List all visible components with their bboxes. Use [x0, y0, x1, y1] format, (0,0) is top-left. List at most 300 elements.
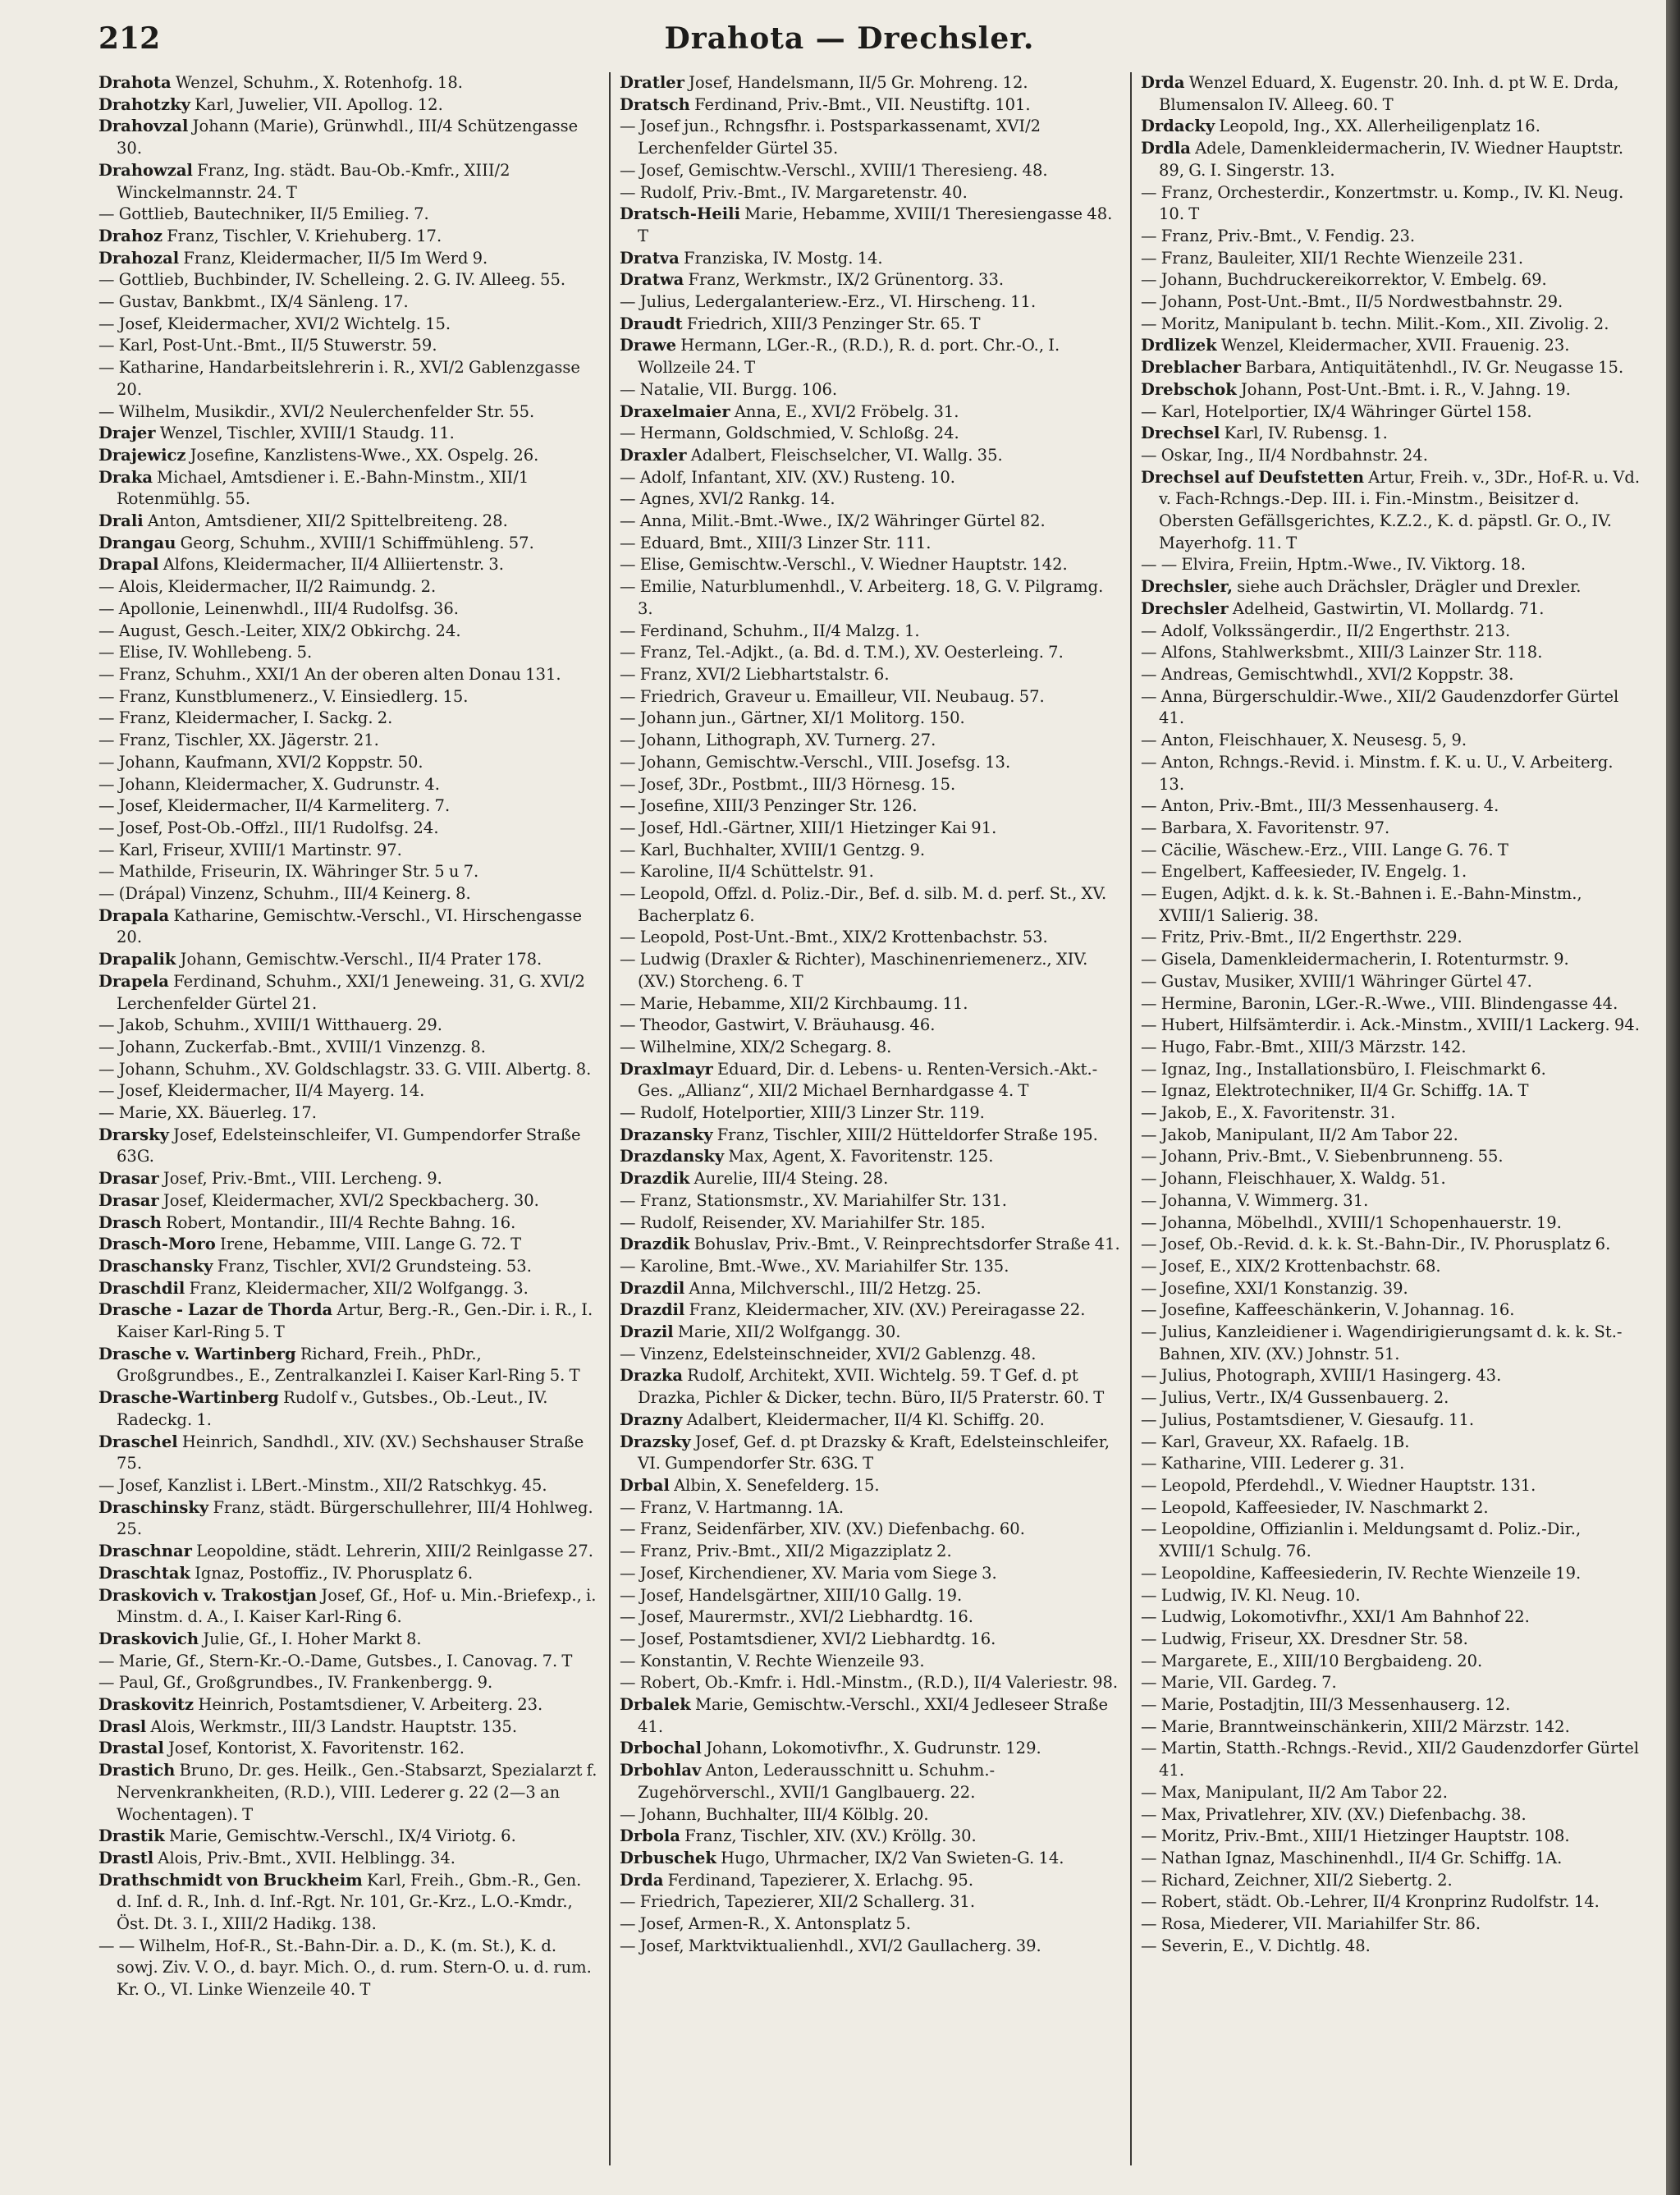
- directory-entry: [1141, 752, 1641, 795]
- entry-details: — Martin, Statth.-Rchngs.-Revid., XII/2 Gaudenzdorfer Gürtel 41.: [1141, 1739, 1640, 1780]
- entry-details: — Anna, Milit.-Bmt.-Wwe., IX/2 Währinger Gürtel 82.: [620, 511, 1046, 531]
- entry-details: — Marie, XX. Bäuerleg. 17.: [98, 1103, 317, 1123]
- entry-details: — Alfons, Stahlwerksbmt., XIII/3 Lainzer Str. 118.: [1141, 643, 1543, 662]
- entry-surname: Draschel: [98, 1432, 178, 1451]
- entry-details: — Nathan Ignaz, Maschinenhdl., II/4 Gr. Schiffg. 1A.: [1141, 1848, 1563, 1867]
- directory-entry: [98, 905, 599, 949]
- directory-entry: [620, 1146, 1120, 1168]
- directory-entry: [620, 708, 1120, 730]
- entry-details: — Johann, Post-Unt.-Bmt., II/5 Nordwestbahnstr. 29.: [1141, 292, 1563, 312]
- entry-details: Bruno, Dr. ges. Heilk., Gen.-Stabsarzt, Spezialarzt f. Nervenkrankheiten, (R.D.), VIII. Lederer g. 22 (2—3 an Wochentagen). T: [117, 1761, 597, 1824]
- entry-details: Richard, Freih., PhDr., Großgrundbes., E., Zentralkanzlei I. Kaiser Karl-Ring 5. T: [117, 1344, 580, 1386]
- entry-details: Anton, Lederausschnitt u. Schuhm.-Zugehörverschl., XVII/1 Ganglbauerg. 22.: [638, 1761, 996, 1802]
- entry-surname: Dreblacher: [1141, 358, 1241, 378]
- directory-entry: [620, 1563, 1120, 1585]
- directory-entry: [620, 1694, 1120, 1738]
- entry-surname: Dratsch-Heili: [620, 204, 741, 224]
- entry-details: — Julius, Ledergalanteriew.-Erz., VI. Hirscheng. 11.: [620, 292, 1037, 312]
- directory-entry: [1141, 1212, 1641, 1235]
- directory-entry: [1141, 1102, 1641, 1125]
- entry-details: — Josef, Handelsgärtner, XIII/10 Gallg. 19.: [620, 1585, 963, 1605]
- entry-details: — Rosa, Miederer, VII. Mariahilfer Str. 86.: [1141, 1914, 1481, 1934]
- entry-surname: Drbochal: [620, 1739, 702, 1758]
- directory-entry: [1141, 1629, 1641, 1651]
- entry-details: Irene, Hebamme, VIII. Lange G. 72. T: [220, 1235, 522, 1254]
- directory-entry: [620, 1168, 1120, 1190]
- directory-entry: [620, 182, 1120, 204]
- directory-entry: [98, 1672, 599, 1694]
- entry-surname: Drdla: [1141, 139, 1191, 158]
- entry-details: — Gottlieb, Buchbinder, IV. Schelleing. 2. G. IV. Alleeg. 55.: [98, 270, 566, 290]
- entry-details: Hugo, Uhrmacher, IX/2 Van Swieten-G. 14.: [721, 1848, 1064, 1867]
- entry-details: — Karl, Hotelportier, IX/4 Währinger Gürtel 158.: [1141, 401, 1532, 421]
- directory-entry: [98, 1848, 599, 1870]
- entry-details: Josef, Handelsmann, II/5 Gr. Mohreng. 12.: [689, 73, 1028, 92]
- entry-surname: Drda: [620, 1870, 664, 1890]
- entry-details: Julie, Gf., I. Hoher Markt 8.: [203, 1629, 422, 1648]
- directory-entry: [98, 730, 599, 752]
- entry-surname: Dratwa: [620, 270, 684, 290]
- directory-entry: [620, 467, 1120, 489]
- entry-details: Wenzel, Kleidermacher, XVII. Frauenig. 23.: [1220, 336, 1570, 355]
- entry-details: — Josefine, XIII/3 Penzinger Str. 126.: [620, 796, 918, 816]
- entry-details: Franz, Tischler, XIV. (XV.) Kröllg. 30.: [684, 1826, 977, 1846]
- entry-details: Ignaz, Postoffiz., IV. Phorusplatz 6.: [195, 1563, 474, 1583]
- directory-entry: [98, 1037, 599, 1059]
- entry-details: Adelheid, Gastwirtin, VI. Mollardg. 71.: [1232, 598, 1545, 618]
- directory-entry: [98, 1936, 599, 2001]
- entry-surname: Drazsky: [620, 1432, 691, 1451]
- entry-details: — Anton, Fleischhauer, X. Neusesg. 5, 9.: [1141, 731, 1467, 750]
- directory-entry: [98, 949, 599, 971]
- entry-details: — Gottlieb, Bautechniker, II/5 Emilieg. 7.: [98, 204, 429, 224]
- entry-details: — Franz, Priv.-Bmt., XII/2 Migazziplatz 2.: [620, 1542, 952, 1561]
- entry-details: Leopold, Ing., XX. Allerheiligenplatz 16.: [1219, 117, 1540, 136]
- directory-entry: [1141, 269, 1641, 291]
- entry-details: Franziska, IV. Mostg. 14.: [684, 248, 883, 268]
- entry-details: — Johann, Zuckerfab.-Bmt., XVIII/1 Vinzenzg. 8.: [98, 1037, 486, 1056]
- entry-details: Aurelie, III/4 Steing. 28.: [694, 1169, 889, 1189]
- directory-entry: [620, 1125, 1120, 1147]
- entry-surname: Draxler: [620, 445, 687, 465]
- entry-surname: Drazansky: [620, 1125, 713, 1144]
- entry-details: — Elise, Gemischtw.-Verschl., V. Wiedner Hauptstr. 142.: [620, 555, 1068, 575]
- entry-details: Alois, Priv.-Bmt., XVII. Helblingg. 34.: [158, 1848, 455, 1867]
- entry-details: Johann, Post-Unt.-Bmt. i. R., V. Jahng. 19.: [1240, 379, 1571, 399]
- directory-entry: [620, 664, 1120, 686]
- entry-details: — Natalie, VII. Burgg. 106.: [620, 379, 838, 399]
- entry-surname: Draschnar: [98, 1542, 192, 1561]
- directory-entry: [1141, 1256, 1641, 1278]
- entry-surname: Drazdik: [620, 1235, 690, 1254]
- entry-details: — Josef, 3Dr., Postbmt., III/3 Hörnesg. 15.: [620, 774, 956, 794]
- entry-details: Anton, Amtsdiener, XII/2 Spittelbreiteng. 28.: [147, 511, 508, 531]
- directory-entry: [1141, 949, 1641, 971]
- directory-entry: [1141, 1672, 1641, 1694]
- directory-entry: [620, 1409, 1120, 1432]
- entry-details: Johann, Gemischtw.-Verschl., II/4 Prater 178.: [180, 950, 542, 969]
- entry-details: Katharine, Gemischtw.-Verschl., VI. Hirschengasse 20.: [117, 905, 582, 947]
- directory-entry: [620, 204, 1120, 247]
- entry-details: Josef, Edelsteinschleifer, VI. Gumpendorfer Straße 63G.: [117, 1125, 581, 1166]
- entry-details: — Jakob, E., X. Favoritenstr. 31.: [1141, 1103, 1396, 1123]
- directory-entry: [1141, 1409, 1641, 1432]
- entry-details: — Adolf, Infantant, XIV. (XV.) Rusteng. 10.: [620, 467, 955, 487]
- entry-details: — Max, Manipulant, II/2 Am Tabor 22.: [1141, 1782, 1448, 1802]
- entry-surname: Drawe: [620, 336, 677, 355]
- entry-details: — Franz, XVI/2 Liebhartstalstr. 6.: [620, 664, 890, 684]
- entry-surname: Dratler: [620, 73, 684, 92]
- entry-details: Franz, Tischler, XIII/2 Hütteldorfer Straße 195.: [716, 1125, 1098, 1144]
- entry-details: Artur, Freih. v., 3Dr., Hof-R. u. Vd. v. Fach-Rchngs.-Dep. III. i. Fin.-Minstm., Beisitzer d. Obersten Gefällsgerichtes, K.Z.2., K. d. päpstl. Gr. O., IV. Mayerhofg. 11. T: [1159, 467, 1641, 552]
- directory-entry: [620, 883, 1120, 927]
- directory-entry: [1141, 1936, 1641, 1958]
- entry-details: Michael, Amtsdiener i. E.-Bahn-Minstm., XII/1 Rotenmühlg. 55.: [117, 467, 529, 509]
- directory-entry: [620, 949, 1120, 992]
- entry-details: — Rudolf, Reisender, XV. Mariahilfer Str. 185.: [620, 1212, 986, 1232]
- directory-entry: [1141, 1475, 1641, 1497]
- entry-details: — Josef, Kirchendiener, XV. Maria vom Siege 3.: [620, 1563, 997, 1583]
- directory-entry: [620, 72, 1120, 94]
- directory-entry: [98, 1716, 599, 1739]
- entry-details: — Elise, IV. Wohllebeng. 5.: [98, 643, 313, 662]
- directory-entry: [1141, 1037, 1641, 1059]
- entry-details: — Julius, Kanzleidiener i. Wagendirigierungsamt d. k. k. St.-Bahnen, XIV. (XV.) Johnstr. 51.: [1141, 1322, 1623, 1363]
- entry-details: — Agnes, XVI/2 Rankg. 14.: [620, 489, 835, 509]
- entry-surname: Drapalik: [98, 950, 176, 969]
- entry-details: — Johann, Gemischtw.-Verschl., VIII. Josefsg. 13.: [620, 752, 1011, 772]
- directory-entry: [1141, 1826, 1641, 1848]
- entry-details: — Josef, Post-Ob.-Offzl., III/1 Rudolfsg. 24.: [98, 818, 439, 837]
- entry-details: — Marie, Postadjtin, III/3 Messenhauserg. 12.: [1141, 1695, 1511, 1715]
- directory-entry: [1141, 576, 1641, 598]
- directory-entry: [1141, 1190, 1641, 1212]
- directory-entry: [98, 204, 599, 226]
- directory-entry: [1141, 1234, 1641, 1256]
- directory-entry: [1141, 1059, 1641, 1081]
- entry-details: — Robert, städt. Ob.-Lehrer, II/4 Kronprinz Rudolfstr. 14.: [1141, 1892, 1600, 1912]
- directory-entry: [1141, 1563, 1641, 1585]
- directory-entry: [98, 314, 599, 336]
- entry-details: Ferdinand, Schuhm., XXI/1 Jeneweing. 31, G. XVI/2 Lerchenfelder Gürtel 21.: [117, 971, 585, 1013]
- entry-details: — Julius, Vertr., IX/4 Gussenbauerg. 2.: [1141, 1388, 1449, 1408]
- directory-entry: [620, 116, 1120, 159]
- entry-details: Heinrich, Sandhdl., XIV. (XV.) Sechshauser Straße 75.: [117, 1432, 584, 1473]
- directory-entry: [98, 357, 599, 401]
- directory-entry: [1141, 883, 1641, 927]
- directory-entry: [98, 445, 599, 467]
- entry-surname: Draskovich: [98, 1629, 199, 1648]
- entry-details: — Johann, Fleischhauer, X. Waldg. 51.: [1141, 1169, 1446, 1189]
- entry-details: — Josefine, Kaffeeschänkerin, V. Johannag. 16.: [1141, 1300, 1515, 1320]
- directory-entry: [620, 379, 1120, 401]
- entry-details: — Severin, E., V. Dichtlg. 48.: [1141, 1936, 1371, 1955]
- directory-entry: [620, 730, 1120, 752]
- entry-details: — Gustav, Bankbmt., IX/4 Sänleng. 17.: [98, 292, 409, 312]
- running-head: Drahota — Drechsler.: [664, 21, 1035, 56]
- entry-surname: Drbohlav: [620, 1761, 702, 1780]
- directory-entry: [98, 467, 599, 511]
- directory-entry: [1141, 598, 1641, 621]
- directory-entry: [620, 1365, 1120, 1409]
- directory-entry: [1141, 423, 1641, 445]
- entry-details: — Marie, Hebamme, XII/2 Kirchbaumg. 11.: [620, 993, 968, 1013]
- directory-entry: [98, 576, 599, 598]
- entry-details: Adele, Damenkleidermacherin, IV. Wiedner Hauptstr. 89, G. I. Singerstr. 13.: [1159, 139, 1624, 180]
- entry-details: — Josef, Armen-R., X. Antonsplatz 5.: [620, 1914, 911, 1934]
- directory-entry: [1141, 1891, 1641, 1913]
- entry-details: — Josef, Kanzlist i. LBert.-Minstm., XII/2 Ratschkyg. 45.: [98, 1476, 547, 1495]
- directory-entry: [1141, 1453, 1641, 1475]
- directory-entry: [98, 664, 599, 686]
- entry-details: — Ignaz, Ing., Installationsbüro, I. Fleischmarkt 6.: [1141, 1059, 1546, 1079]
- entry-surname: Drda: [1141, 73, 1185, 92]
- directory-entry: [98, 1694, 599, 1716]
- directory-entry: [98, 1563, 599, 1585]
- entry-surname: Drasch: [98, 1212, 162, 1232]
- directory-entry: [620, 488, 1120, 511]
- directory-entry: [98, 1168, 599, 1190]
- entry-details: Anna, E., XVI/2 Fröbelg. 31.: [734, 401, 959, 421]
- entry-details: — Julius, Postamtsdiener, V. Giesaufg. 11.: [1141, 1409, 1475, 1429]
- entry-details: — Katharine, Handarbeitslehrerin i. R., XVI/2 Gablenzgasse 20.: [98, 358, 580, 399]
- entry-details: Franz, städt. Bürgerschullehrer, III/4 Hohlweg. 25.: [117, 1497, 593, 1539]
- directory-entry: [620, 1826, 1120, 1848]
- entry-surname: Drapala: [98, 905, 170, 925]
- entry-details: — Vinzenz, Edelsteinschneider, XVI/2 Gablenzg. 48.: [620, 1344, 1037, 1363]
- directory-entry: [1141, 686, 1641, 730]
- entry-details: Ferdinand, Priv.-Bmt., VII. Neustiftg. 101.: [694, 94, 1031, 114]
- entry-details: — Marie, VII. Gardeg. 7.: [1141, 1673, 1337, 1693]
- entry-surname: Draskovitz: [98, 1695, 195, 1715]
- entry-surname: Drazdansky: [620, 1147, 725, 1166]
- directory-entry: [98, 708, 599, 730]
- directory-entry: [620, 314, 1120, 336]
- entry-surname: Drechsler,: [1141, 577, 1234, 597]
- directory-entry: [620, 576, 1120, 620]
- directory-entry: [98, 248, 599, 270]
- entry-surname: Drechsel auf Deufstetten: [1141, 467, 1365, 487]
- entry-details: — Moritz, Priv.-Bmt., XIII/1 Hietzinger Hauptstr. 108.: [1141, 1826, 1570, 1846]
- entry-details: Alois, Werkmstr., III/3 Landstr. Hauptstr. 135.: [150, 1716, 518, 1736]
- directory-columns: [98, 72, 1641, 2165]
- entry-details: — Johann jun., Gärtner, XI/1 Molitorg. 150.: [620, 708, 965, 728]
- entry-details: — Fritz, Priv.-Bmt., II/2 Engerthstr. 229.: [1141, 928, 1463, 947]
- directory-entry: [620, 1059, 1120, 1102]
- entry-details: Marie, Hebamme, XVIII/1 Theresiengasse 48. T: [638, 204, 1113, 245]
- entry-details: — Josef, Kleidermacher, II/4 Karmeliterg. 7.: [98, 796, 451, 816]
- entry-details: — Eduard, Bmt., XIII/3 Linzer Str. 111.: [620, 533, 932, 552]
- directory-entry: [1141, 554, 1641, 576]
- entry-details: — Hugo, Fabr.-Bmt., XIII/3 Märzstr. 142.: [1141, 1037, 1467, 1056]
- directory-entry: [98, 291, 599, 314]
- directory-entry: [1141, 840, 1641, 862]
- entry-surname: Draudt: [620, 314, 683, 333]
- entry-details: — Anton, Rchngs.-Revid. i. Minstm. f. K. u. U., V. Arbeiterg. 13.: [1141, 752, 1614, 794]
- entry-details: — Jakob, Schuhm., XVIII/1 Witthauerg. 29.: [98, 1015, 442, 1035]
- entry-details: — Karl, Post-Unt.-Bmt., II/5 Stuwerstr. 59.: [98, 336, 437, 355]
- entry-details: — Karoline, II/4 Schüttelstr. 91.: [620, 862, 874, 882]
- directory-entry: [620, 1848, 1120, 1870]
- directory-entry: [98, 861, 599, 883]
- directory-entry: [620, 1606, 1120, 1629]
- entry-details: Josefine, Kanzlistens-Wwe., XX. Ospelg. 26.: [190, 445, 539, 465]
- directory-entry: [1141, 730, 1641, 752]
- entry-surname: Drahowzal: [98, 160, 193, 180]
- entry-details: Georg, Schuhm., XVIII/1 Schiffmühleng. 57.: [180, 533, 534, 552]
- directory-entry: [1141, 248, 1641, 270]
- entry-details: — Ludwig, Lokomotivfhr., XXI/1 Am Bahnhof 22.: [1141, 1607, 1530, 1627]
- directory-entry: [1141, 379, 1641, 401]
- entry-details: — Friedrich, Tapezierer, XII/2 Schallerg. 31.: [620, 1892, 976, 1912]
- entry-details: — Engelbert, Kaffeesieder, IV. Engelg. 1.: [1141, 862, 1467, 882]
- directory-entry: [620, 1891, 1120, 1913]
- entry-details: — Jakob, Manipulant, II/2 Am Tabor 22.: [1141, 1125, 1458, 1144]
- entry-details: Robert, Montandir., III/4 Rechte Bahng. 16.: [166, 1212, 516, 1232]
- directory-entry: [1141, 1870, 1641, 1892]
- directory-entry: [620, 511, 1120, 533]
- directory-entry: [1141, 1694, 1641, 1716]
- entry-details: — Konstantin, V. Rechte Wienzeile 93.: [620, 1651, 925, 1670]
- entry-details: — — Wilhelm, Hof-R., St.-Bahn-Dir. a. D., K. (m. St.), K. d. sowj. Ziv. V. O., d. bayr. Mich. O., d. rum. Stern-O. u. d. rum. Kr. O., VI. Linke Wienzeile 40. T: [98, 1936, 592, 2000]
- directory-entry: [620, 291, 1120, 314]
- directory-entry: [98, 818, 599, 840]
- entry-details: Artur, Berg.-R., Gen.-Dir. i. R., I. Kaiser Karl-Ring 5. T: [117, 1300, 593, 1342]
- directory-entry: [98, 1299, 599, 1343]
- directory-entry: [1141, 1497, 1641, 1519]
- directory-entry: [620, 423, 1120, 445]
- entry-surname: Drahozal: [98, 248, 180, 268]
- entry-details: — Marie, Branntweinschänkerin, XIII/2 Märzstr. 142.: [1141, 1716, 1570, 1736]
- entry-surname: Drajewicz: [98, 445, 186, 465]
- entry-details: Josef, Gef. d. pt Drazsky & Kraft, Edelsteinschleifer, VI. Gumpendorfer Str. 63G. T: [638, 1432, 1110, 1473]
- directory-entry: [1141, 1168, 1641, 1190]
- entry-details: Eduard, Dir. d. Lebens- u. Renten-Versich.-Akt.-Ges. „Allianz“, XII/2 Michael Bernhardgasse 4. T: [638, 1059, 1098, 1101]
- entry-surname: Drazny: [620, 1409, 683, 1429]
- entry-details: — Karl, Buchhalter, XVIII/1 Gentzg. 9.: [620, 840, 926, 859]
- entry-details: Heinrich, Postamtsdiener, V. Arbeiterg. 23.: [198, 1695, 543, 1715]
- entry-surname: Drahoz: [98, 226, 163, 245]
- entry-details: — Ludwig, Friseur, XX. Dresdner Str. 58.: [1141, 1629, 1468, 1648]
- directory-entry: [1141, 1651, 1641, 1673]
- entry-details: — Franz, Bauleiter, XII/1 Rechte Wienzeile 231.: [1141, 248, 1524, 268]
- entry-details: — — Elvira, Freiin, Hptm.-Wwe., IV. Viktorg. 18.: [1141, 555, 1527, 575]
- directory-entry: [98, 72, 599, 94]
- page-number: 212: [98, 21, 161, 56]
- entry-details: Bohuslav, Priv.-Bmt., V. Reinprechtsdorfer Straße 41.: [694, 1235, 1120, 1254]
- directory-entry: [620, 1256, 1120, 1278]
- directory-entry: [1141, 1278, 1641, 1300]
- entry-details: — Adolf, Volkssängerdir., II/2 Engerthstr. 213.: [1141, 621, 1511, 640]
- directory-entry: [1141, 1125, 1641, 1147]
- directory-entry: [620, 642, 1120, 664]
- entry-details: Franz, Ing. städt. Bau-Ob.-Kmfr., XIII/2 Winckelmannstr. 24. T: [117, 160, 510, 202]
- entry-surname: Draschansky: [98, 1256, 213, 1276]
- entry-details: Franz, Kleidermacher, XII/2 Wolfgangg. 3.: [189, 1278, 529, 1298]
- entry-surname: Drasche-Wartinberg: [98, 1388, 279, 1408]
- directory-entry: [98, 1234, 599, 1256]
- directory-entry: [620, 795, 1120, 818]
- directory-entry: [98, 1212, 599, 1235]
- directory-entry: [1141, 1519, 1641, 1562]
- entry-details: Karl, Juwelier, VII. Apollog. 12.: [195, 94, 443, 114]
- entry-details: — Franz, Tischler, XX. Jägerstr. 21.: [98, 731, 379, 750]
- directory-entry: [620, 1672, 1120, 1694]
- directory-entry: [620, 1037, 1120, 1059]
- directory-entry: [98, 1344, 599, 1387]
- entry-details: — Hermann, Goldschmied, V. Schloßg. 24.: [620, 424, 959, 443]
- directory-entry: [620, 1804, 1120, 1826]
- directory-entry: [620, 1278, 1120, 1300]
- directory-entry: [1141, 1322, 1641, 1365]
- entry-details: — (Drápal) Vinzenz, Schuhm., III/4 Keinerg. 8.: [98, 884, 471, 904]
- entry-details: — Josef, Ob.-Revid. d. k. k. St.-Bahn-Dir., IV. Phorusplatz 6.: [1141, 1235, 1611, 1254]
- entry-details: — Josef, Marktviktualienhdl., XVI/2 Gaullacherg. 39.: [620, 1936, 1041, 1955]
- entry-details: Wenzel, Tischler, XVIII/1 Staudg. 11.: [159, 424, 455, 443]
- entry-details: — Johann, Lithograph, XV. Turnerg. 27.: [620, 731, 936, 750]
- entry-details: — Hermine, Baronin, LGer.-R.-Wwe., VIII. Blindengasse 44.: [1141, 993, 1618, 1013]
- directory-entry: [1141, 401, 1641, 424]
- entry-surname: Draschinsky: [98, 1497, 209, 1517]
- directory-entry: [1141, 445, 1641, 467]
- entry-surname: Drdacky: [1141, 117, 1215, 136]
- directory-entry: [620, 686, 1120, 708]
- directory-entry: [620, 554, 1120, 576]
- directory-entry: [98, 1102, 599, 1125]
- entry-details: — Franz, Seidenfärber, XIV. (XV.) Diefenbachg. 60.: [620, 1519, 1025, 1539]
- directory-entry: [98, 621, 599, 643]
- entry-surname: Drechsel: [1141, 424, 1220, 443]
- directory-entry: [1141, 314, 1641, 336]
- entry-surname: Drahovzal: [98, 117, 189, 136]
- directory-entry: [98, 1190, 599, 1212]
- entry-details: — Josef, Hdl.-Gärtner, XIII/1 Hietzinger Kai 91.: [620, 818, 997, 837]
- directory-entry: [1141, 1782, 1641, 1804]
- entry-surname: Drasche - Lazar de Thorda: [98, 1300, 333, 1320]
- entry-details: — Gustav, Musiker, XVIII/1 Währinger Gürtel 47.: [1141, 971, 1532, 991]
- directory-entry: [98, 160, 599, 204]
- entry-details: — Gisela, Damenkleidermacherin, I. Rotenturmstr. 9.: [1141, 950, 1569, 969]
- entry-surname: Drahotzky: [98, 94, 190, 114]
- entry-details: — Karl, Friseur, XVIII/1 Martinstr. 97.: [98, 840, 402, 859]
- directory-entry: [620, 1870, 1120, 1892]
- entry-details: — Franz, Stationsmstr., XV. Mariahilfer Str. 131.: [620, 1190, 1007, 1210]
- directory-entry: [620, 1519, 1120, 1541]
- entry-surname: Drangau: [98, 533, 176, 552]
- directory-entry: [1141, 1585, 1641, 1607]
- entry-details: — Theodor, Gastwirt, V. Bräuhausg. 46.: [620, 1015, 936, 1035]
- directory-entry: [620, 818, 1120, 840]
- directory-entry: [1141, 116, 1641, 138]
- entry-details: — Marie, Gf., Stern-Kr.-O.-Dame, Gutsbes., I. Canovag. 7. T: [98, 1651, 573, 1670]
- entry-details: — Leopold, Kaffeesieder, IV. Naschmarkt 2.: [1141, 1497, 1489, 1517]
- directory-entry: [620, 1541, 1120, 1563]
- directory-entry: [98, 1080, 599, 1102]
- directory-entry: [620, 248, 1120, 270]
- directory-entry: [98, 642, 599, 664]
- directory-entry: [620, 1344, 1120, 1366]
- directory-entry: [98, 686, 599, 708]
- directory-entry: [1141, 1738, 1641, 1781]
- entry-details: Wenzel Eduard, X. Eugenstr. 20. Inh. d. pt W. E. Drda, Blumensalon IV. Alleeg. 60. T: [1159, 73, 1619, 114]
- entry-details: — Karoline, Bmt.-Wwe., XV. Mariahilfer Str. 135.: [620, 1256, 1009, 1276]
- directory-entry: [98, 598, 599, 621]
- entry-surname: Drazdil: [620, 1278, 685, 1298]
- entry-details: — Eugen, Adjkt. d. k. k. St.-Bahnen i. E.-Bahn-Minstm., XVIII/1 Salierig. 38.: [1141, 884, 1582, 925]
- directory-entry: [1141, 927, 1641, 949]
- directory-entry: [98, 1059, 599, 1081]
- directory-entry: [620, 1651, 1120, 1673]
